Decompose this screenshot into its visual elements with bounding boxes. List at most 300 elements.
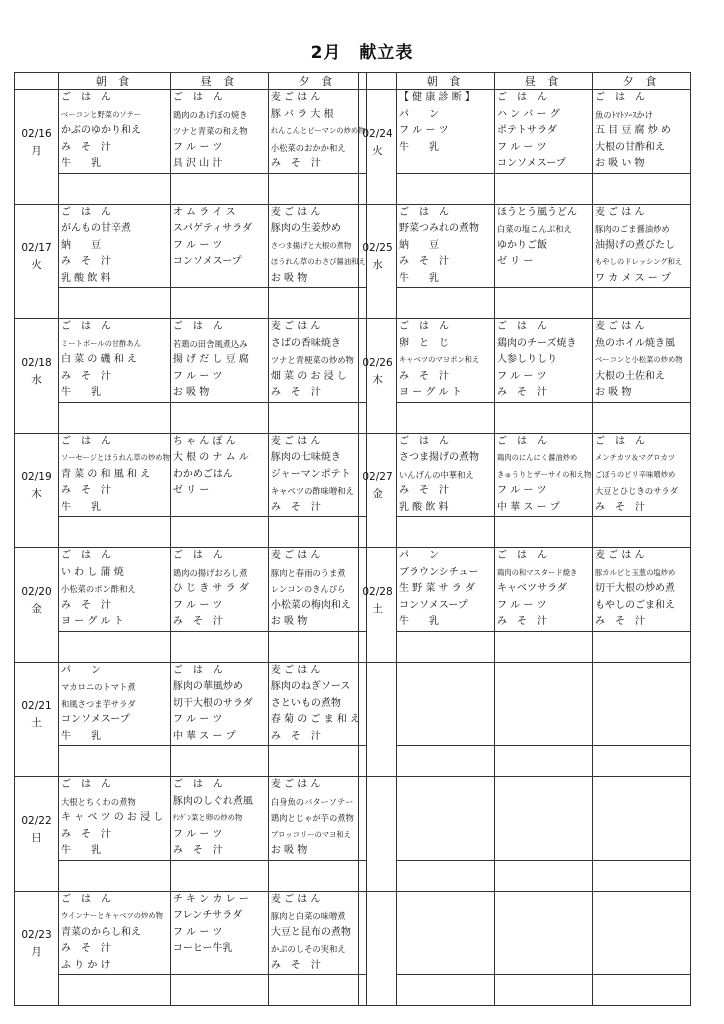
menu-item: 麦 ご は ん bbox=[595, 321, 645, 332]
menu-item: もやしのごま和え bbox=[595, 599, 675, 611]
notes-area bbox=[171, 631, 268, 662]
notes-area bbox=[593, 516, 690, 547]
menu-item: み そ 汁 bbox=[61, 828, 111, 840]
breakfast-cell bbox=[397, 90, 495, 205]
menu-item: 納 豆 bbox=[61, 239, 101, 251]
lunch-cell bbox=[170, 777, 268, 892]
menu-item: 揚 げ だ し 豆 腐 bbox=[172, 354, 249, 365]
notes-area bbox=[495, 287, 592, 318]
date-label: 02/24 bbox=[362, 127, 393, 140]
breakfast-cell bbox=[397, 319, 495, 434]
header-blank bbox=[359, 73, 397, 90]
day-row bbox=[15, 204, 367, 319]
menu-item bbox=[397, 777, 494, 794]
date-cell bbox=[15, 777, 59, 892]
notes-area bbox=[495, 402, 592, 433]
menu-item: さつま揚げと大根の煮物 bbox=[270, 240, 352, 250]
menu-item: ご は ん bbox=[61, 321, 111, 332]
menu-item: フ ル ー ツ bbox=[497, 141, 547, 153]
menu-item: ご は ん bbox=[61, 893, 111, 905]
menu-item: 中 華 ス ー プ bbox=[172, 730, 236, 742]
notes-area bbox=[397, 631, 494, 662]
menu-item bbox=[495, 679, 592, 696]
lunch-cell bbox=[495, 891, 593, 1006]
menu-item: み そ 汁 bbox=[61, 370, 111, 382]
menu-item: 豚肉のねぎソース bbox=[270, 681, 351, 692]
notes-area bbox=[269, 173, 366, 204]
menu-item: 牛 乳 bbox=[61, 730, 101, 742]
menu-item: フ ル ー ツ bbox=[497, 485, 547, 496]
menu-item: 麦 ご は ん bbox=[270, 893, 321, 905]
menu-item: キャベツサラダ bbox=[497, 583, 567, 594]
menu-item: ご は ん bbox=[595, 92, 645, 103]
menu-item: パ ン bbox=[61, 664, 101, 676]
menu-item: ツナと青梗菜の炒め物 bbox=[270, 355, 354, 365]
notes-area bbox=[397, 516, 494, 547]
menu-item: チ キ ン カ レ ー bbox=[172, 893, 249, 905]
notes-area bbox=[495, 860, 592, 891]
menu-item: 鶏肉の和マスタード焼き bbox=[497, 567, 578, 577]
date-cell bbox=[359, 90, 397, 205]
notes-area bbox=[171, 287, 268, 318]
notes-area bbox=[269, 745, 366, 776]
weekday-label: 火 bbox=[31, 259, 42, 272]
menu-item: 豚 バ ラ 大 根 bbox=[270, 108, 334, 120]
dinner-cell bbox=[268, 891, 366, 1006]
menu-item: ご は ん bbox=[61, 435, 111, 447]
lunch-cell bbox=[495, 204, 593, 319]
date-cell bbox=[359, 319, 397, 434]
menu-item: いんげんの中華和え bbox=[399, 469, 474, 480]
weekday-label: 土 bbox=[31, 717, 42, 730]
menu-item: ひ じ き サ ラ ダ bbox=[172, 583, 249, 594]
menu-item: お 吸 い 物 bbox=[595, 158, 645, 169]
date-label: 02/23 bbox=[21, 929, 52, 942]
menu-item: もやしのドレッシング和え bbox=[595, 257, 683, 266]
menu-item: 豚肉のごま醤油炒め bbox=[595, 224, 670, 234]
menu-item bbox=[593, 777, 690, 794]
dinner-cell bbox=[268, 90, 366, 205]
menu-item: い わ し 蒲 焼 bbox=[61, 566, 124, 578]
menu-item bbox=[495, 908, 592, 925]
menu-item: フ ル ー ツ bbox=[497, 599, 547, 611]
menu-item: ご は ん bbox=[172, 550, 223, 561]
lunch-cell bbox=[170, 548, 268, 663]
notes-area bbox=[171, 173, 268, 204]
date-label: 02/18 bbox=[21, 356, 52, 369]
menu-item bbox=[495, 696, 592, 713]
lunch-cell bbox=[495, 662, 593, 777]
menu-item: 牛 乳 bbox=[61, 158, 101, 169]
menu-item: わかめごはん bbox=[172, 468, 233, 480]
menu-item: ゼ リ ー bbox=[172, 485, 210, 496]
date-cell bbox=[359, 777, 397, 892]
menu-item: 白 菜 の 磯 和 え bbox=[61, 354, 137, 365]
date-cell bbox=[15, 204, 59, 319]
weekday-label: 金 bbox=[372, 488, 383, 501]
menu-item bbox=[397, 156, 494, 173]
menu-item: さつま揚げの煮物 bbox=[399, 452, 479, 463]
lunch-cell bbox=[495, 90, 593, 205]
menu-item: 魚のﾄﾏﾄｿｰｽかけ bbox=[595, 109, 654, 120]
menu-item: 麦 ご は ん bbox=[270, 206, 321, 218]
menu-item: 納 豆 bbox=[399, 239, 439, 251]
menu-item: キャベツの酢味噌和え bbox=[270, 486, 354, 496]
menu-item: コンソメスープ bbox=[172, 256, 242, 267]
menu-item: 豚肉の生姜炒め bbox=[270, 223, 341, 234]
menu-item: 切干大根のサラダ bbox=[172, 697, 253, 709]
menu-item bbox=[495, 958, 592, 975]
notes-area bbox=[593, 860, 690, 891]
menu-item: フ ル ー ツ bbox=[399, 125, 449, 136]
menu-item: ポテトサラダ bbox=[497, 125, 557, 136]
menu-item: パ ン bbox=[399, 550, 439, 561]
menu-item: ﾁﾝｹﾞﾝ菜と卵の炒め物 bbox=[172, 813, 243, 822]
menu-item: ふ り か け bbox=[61, 959, 111, 971]
breakfast-cell bbox=[397, 891, 495, 1006]
day-row bbox=[359, 662, 691, 777]
menu-item: れんこんとピーマンの炒め物 bbox=[270, 126, 366, 135]
menu-item: 牛 乳 bbox=[399, 616, 439, 627]
date-cell bbox=[359, 204, 397, 319]
notes-area bbox=[593, 745, 690, 776]
menu-item: スパゲティサラダ bbox=[172, 223, 252, 234]
menu-item: ベーコンと小松菜の炒め物 bbox=[595, 355, 683, 364]
menu-item bbox=[495, 271, 592, 288]
menu-item: ち ゃ ん ぽ ん bbox=[172, 435, 236, 447]
menu-item: み そ 汁 bbox=[595, 501, 645, 513]
menu-item: 鶏肉とじゃが芋の煮物 bbox=[270, 813, 354, 823]
menu-item: ご は ん bbox=[172, 92, 223, 103]
breakfast-cell bbox=[397, 548, 495, 663]
menu-item: 大根とちくわの煮物 bbox=[61, 796, 136, 807]
lunch-cell bbox=[170, 662, 268, 777]
dinner-cell bbox=[593, 90, 691, 205]
date-cell bbox=[359, 891, 397, 1006]
date-label: 02/21 bbox=[21, 700, 52, 713]
menu-item: きゅうりとザーサイの和え物 bbox=[497, 469, 592, 479]
menu-item: ご は ん bbox=[172, 321, 223, 332]
menu-item: 豚肉の七味焼き bbox=[270, 452, 341, 463]
dinner-cell bbox=[593, 891, 691, 1006]
menu-item: 麦 ご は ん bbox=[595, 206, 645, 218]
breakfast-cell bbox=[397, 777, 495, 892]
menu-item: 畑 菜 の お 浸 し bbox=[270, 370, 347, 382]
date-cell bbox=[15, 891, 59, 1006]
day-row bbox=[15, 90, 367, 205]
menu-item: 乳 酸 飲 料 bbox=[61, 272, 111, 284]
menu-item: ブラウンシチュー bbox=[399, 566, 479, 578]
menu-item: 麦 ご は ん bbox=[270, 550, 321, 561]
dinner-cell bbox=[268, 433, 366, 548]
notes-area bbox=[269, 516, 366, 547]
header-lunch: 昼 食 bbox=[170, 73, 268, 90]
menu-item: み そ 汁 bbox=[497, 387, 547, 398]
notes-area bbox=[59, 860, 170, 891]
date-cell bbox=[359, 433, 397, 548]
menu-item: ほうれん草のわさび醤油和え bbox=[270, 257, 366, 266]
menu-item: キ ャ ベ ツ の お 浸 し bbox=[61, 812, 164, 823]
notes-area bbox=[495, 173, 592, 204]
menu-item: 乳 酸 飲 料 bbox=[399, 501, 449, 513]
weekday-label: 日 bbox=[31, 831, 42, 844]
menu-item: キャベツのマヨポン和え bbox=[399, 355, 480, 364]
dinner-cell bbox=[593, 319, 691, 434]
menu-item: ご は ん bbox=[497, 435, 547, 447]
menu-item: がんもの甘辛煮 bbox=[61, 223, 131, 234]
lunch-cell bbox=[170, 90, 268, 205]
breakfast-cell bbox=[59, 319, 171, 434]
menu-item: 牛 乳 bbox=[61, 501, 101, 513]
menu-item: ジャーマンポテト bbox=[270, 468, 351, 480]
notes-area bbox=[593, 173, 690, 204]
notes-area bbox=[59, 631, 170, 662]
date-label: 02/28 bbox=[362, 585, 393, 598]
menu-item bbox=[495, 729, 592, 746]
menu-item: 五 目 豆 腐 炒 め bbox=[595, 125, 671, 136]
lunch-cell bbox=[170, 204, 268, 319]
menu-item: み そ 汁 bbox=[172, 845, 223, 856]
date-label: 02/17 bbox=[21, 242, 52, 255]
menu-item: ご は ん bbox=[595, 435, 645, 447]
notes-area bbox=[269, 287, 366, 318]
menu-item: ヨ ー グ ル ト bbox=[61, 616, 124, 627]
menu-item: み そ 汁 bbox=[61, 599, 111, 611]
menu-item: コーヒー牛乳 bbox=[172, 943, 233, 954]
menu-item: 牛 乳 bbox=[399, 141, 439, 153]
header-lunch: 昼 食 bbox=[495, 73, 593, 90]
breakfast-cell bbox=[397, 433, 495, 548]
menu-item: お 吸 物 bbox=[172, 387, 210, 398]
menu-item: さといもの煮物 bbox=[270, 697, 341, 709]
notes-area bbox=[397, 402, 494, 433]
menu-item: ツナと青菜の和え物 bbox=[172, 126, 248, 136]
menu-item: 牛 乳 bbox=[61, 387, 101, 398]
menu-item: 麦 ご は ん bbox=[270, 435, 321, 447]
menu-item: ベーコンと野菜のソテー bbox=[61, 109, 142, 119]
day-row bbox=[359, 433, 691, 548]
dinner-cell bbox=[593, 662, 691, 777]
notes-area bbox=[59, 974, 170, 1005]
menu-item: 鶏肉の揚げおろし煮 bbox=[172, 567, 248, 578]
menu-item bbox=[495, 925, 592, 942]
date-label: 02/25 bbox=[362, 242, 393, 255]
menu-item: 具 沢 山 汁 bbox=[172, 158, 223, 169]
menu-item: パ ン bbox=[399, 108, 439, 120]
header-breakfast: 朝 食 bbox=[59, 73, 171, 90]
menu-item: 豚肉のしぐれ煮風 bbox=[172, 795, 253, 807]
menu-item: お 吸 物 bbox=[270, 616, 308, 627]
menu-item: み そ 汁 bbox=[399, 485, 449, 496]
day-row bbox=[15, 891, 367, 1006]
menu-item bbox=[593, 663, 690, 680]
menu-item: 中 華 ス ー プ bbox=[497, 501, 560, 513]
breakfast-cell bbox=[59, 662, 171, 777]
menu-item: フレンチサラダ bbox=[172, 910, 243, 921]
menu-item: お 吸 物 bbox=[270, 272, 308, 284]
notes-area bbox=[59, 173, 170, 204]
menu-item: ご は ん bbox=[61, 550, 111, 561]
menu-item: み そ 汁 bbox=[270, 959, 321, 971]
breakfast-cell bbox=[59, 204, 171, 319]
day-row bbox=[359, 204, 691, 319]
day-row bbox=[359, 319, 691, 434]
header-dinner: 夕 食 bbox=[268, 73, 366, 90]
menu-item: ワ カ メ ス ー プ bbox=[595, 272, 671, 284]
date-cell bbox=[15, 662, 59, 777]
weekday-label: 木 bbox=[31, 488, 42, 501]
notes-area bbox=[269, 631, 366, 662]
menu-item: 豚肉と春雨のうま煮 bbox=[270, 567, 346, 578]
menu-item bbox=[397, 696, 494, 713]
menu-item: ご は ん bbox=[61, 779, 111, 790]
breakfast-cell bbox=[59, 433, 171, 548]
menu-item: み そ 汁 bbox=[61, 141, 111, 153]
menu-item: メンチカツ＆マグロカツ bbox=[595, 453, 676, 462]
notes-area bbox=[495, 745, 592, 776]
menu-item: 油揚げの煮びたし bbox=[595, 239, 675, 251]
notes-area bbox=[397, 974, 494, 1005]
menu-item: レンコンのきんぴら bbox=[270, 584, 346, 594]
menu-item bbox=[171, 958, 268, 975]
menu-item: 青菜のからし和え bbox=[61, 926, 141, 938]
menu-item: フ ル ー ツ bbox=[172, 926, 223, 938]
page-title: 2月 献立表 bbox=[310, 43, 414, 63]
menu-item bbox=[397, 679, 494, 696]
menu-item bbox=[495, 663, 592, 680]
menu-table-right bbox=[358, 72, 691, 1006]
menu-item bbox=[593, 908, 690, 925]
dinner-cell bbox=[593, 548, 691, 663]
menu-item: ご は ん bbox=[172, 779, 223, 790]
dinner-cell bbox=[268, 319, 366, 434]
menu-item bbox=[171, 271, 268, 288]
menu-item: 豚肉と白菜の味噌煮 bbox=[270, 911, 346, 921]
breakfast-cell bbox=[59, 777, 171, 892]
notes-area bbox=[269, 860, 366, 891]
menu-item: ご は ん bbox=[61, 92, 111, 103]
breakfast-cell bbox=[59, 891, 171, 1006]
menu-item: かぶのゆかり和え bbox=[61, 125, 141, 136]
notes-area bbox=[59, 287, 170, 318]
menu-item: ご は ん bbox=[399, 435, 449, 447]
menu-item: 小松菜のおかか和え bbox=[270, 142, 346, 153]
date-label: 02/19 bbox=[21, 471, 52, 484]
menu-item bbox=[397, 663, 494, 680]
menu-item: 人参しりしり bbox=[497, 354, 557, 365]
menu-item bbox=[593, 729, 690, 746]
menu-item bbox=[593, 712, 690, 729]
menu-item: み そ 汁 bbox=[595, 616, 645, 627]
menu-item: 麦 ご は ん bbox=[270, 321, 321, 332]
menu-item: 大豆とひじきのサラダ bbox=[595, 486, 678, 496]
date-cell bbox=[15, 319, 59, 434]
menu-item: 鶏肉のにんにく醤油炒め bbox=[497, 453, 578, 462]
breakfast-cell bbox=[397, 662, 495, 777]
notes-area bbox=[495, 516, 592, 547]
menu-item: フ ル ー ツ bbox=[172, 370, 223, 382]
weekday-label: 土 bbox=[372, 602, 383, 615]
menu-item: 大 根 の ナ ム ル bbox=[172, 452, 249, 463]
menu-item: み そ 汁 bbox=[270, 501, 321, 513]
menu-item: 豚カルビと玉葱の塩炒め bbox=[595, 567, 676, 577]
menu-item: ご は ん bbox=[399, 206, 449, 218]
notes-area bbox=[593, 631, 690, 662]
menu-item: 魚のホイル焼き風 bbox=[595, 337, 675, 349]
menu-item bbox=[495, 827, 592, 844]
menu-item: み そ 汁 bbox=[270, 387, 321, 398]
menu-item bbox=[495, 810, 592, 827]
menu-item: み そ 汁 bbox=[61, 256, 111, 267]
menu-item: さばの香味焼き bbox=[270, 337, 341, 349]
dinner-cell bbox=[593, 777, 691, 892]
menu-item: 麦 ご は ん bbox=[270, 92, 321, 103]
dinner-cell bbox=[268, 777, 366, 892]
lunch-cell bbox=[170, 891, 268, 1006]
date-cell bbox=[15, 433, 59, 548]
menu-item: 小松菜の梅肉和え bbox=[270, 599, 351, 611]
menu-item: み そ 汁 bbox=[399, 256, 449, 267]
weekday-label: 金 bbox=[31, 602, 42, 615]
menu-item: 鶏肉のあげぼの焼き bbox=[172, 109, 248, 120]
menu-item: フ ル ー ツ bbox=[172, 141, 223, 153]
menu-item: ご は ん bbox=[497, 92, 547, 103]
notes-area bbox=[171, 516, 268, 547]
notes-area bbox=[59, 516, 170, 547]
menu-item: フ ル ー ツ bbox=[172, 714, 223, 725]
menu-item bbox=[593, 941, 690, 958]
dinner-cell bbox=[593, 433, 691, 548]
menu-item: 大豆と昆布の煮物 bbox=[270, 926, 351, 938]
menu-item: み そ 汁 bbox=[61, 943, 111, 954]
day-row bbox=[15, 433, 367, 548]
menu-item: ゼ リ ー bbox=[497, 256, 534, 267]
menu-item: 生 野 菜 サ ラ ダ bbox=[399, 583, 475, 594]
menu-item: ご は ん bbox=[172, 664, 223, 676]
menu-item: 【 健 康 診 断 】 bbox=[399, 92, 475, 103]
menu-item bbox=[397, 794, 494, 811]
notes-area bbox=[397, 860, 494, 891]
menu-item: 白菜の塩こんぶ和え bbox=[497, 224, 572, 234]
menu-item bbox=[397, 827, 494, 844]
lunch-cell bbox=[170, 319, 268, 434]
menu-item bbox=[171, 500, 268, 517]
menu-item: み そ 汁 bbox=[270, 730, 321, 742]
notes-area bbox=[171, 745, 268, 776]
menu-item bbox=[593, 892, 690, 909]
notes-area bbox=[495, 974, 592, 1005]
menu-item: フ ル ー ツ bbox=[172, 239, 223, 251]
menu-item: 和風さつま芋サラダ bbox=[61, 698, 136, 709]
menu-item bbox=[397, 810, 494, 827]
menu-item: ご は ん bbox=[497, 321, 547, 332]
menu-item: 白身魚のバターソテー bbox=[270, 796, 354, 807]
breakfast-cell bbox=[59, 548, 171, 663]
menu-item: マカロニのトマト煮 bbox=[61, 682, 136, 692]
breakfast-cell bbox=[397, 204, 495, 319]
menu-item: ハ ン バ ー グ bbox=[497, 108, 560, 120]
menu-item: 野菜つみれの煮物 bbox=[399, 223, 479, 234]
menu-item bbox=[593, 843, 690, 860]
day-row bbox=[15, 777, 367, 892]
lunch-cell bbox=[495, 319, 593, 434]
weekday-label: 月 bbox=[31, 144, 42, 157]
dinner-cell bbox=[593, 204, 691, 319]
menu-item bbox=[397, 843, 494, 860]
lunch-cell bbox=[495, 433, 593, 548]
day-row bbox=[359, 90, 691, 205]
date-label: 02/16 bbox=[21, 127, 52, 140]
